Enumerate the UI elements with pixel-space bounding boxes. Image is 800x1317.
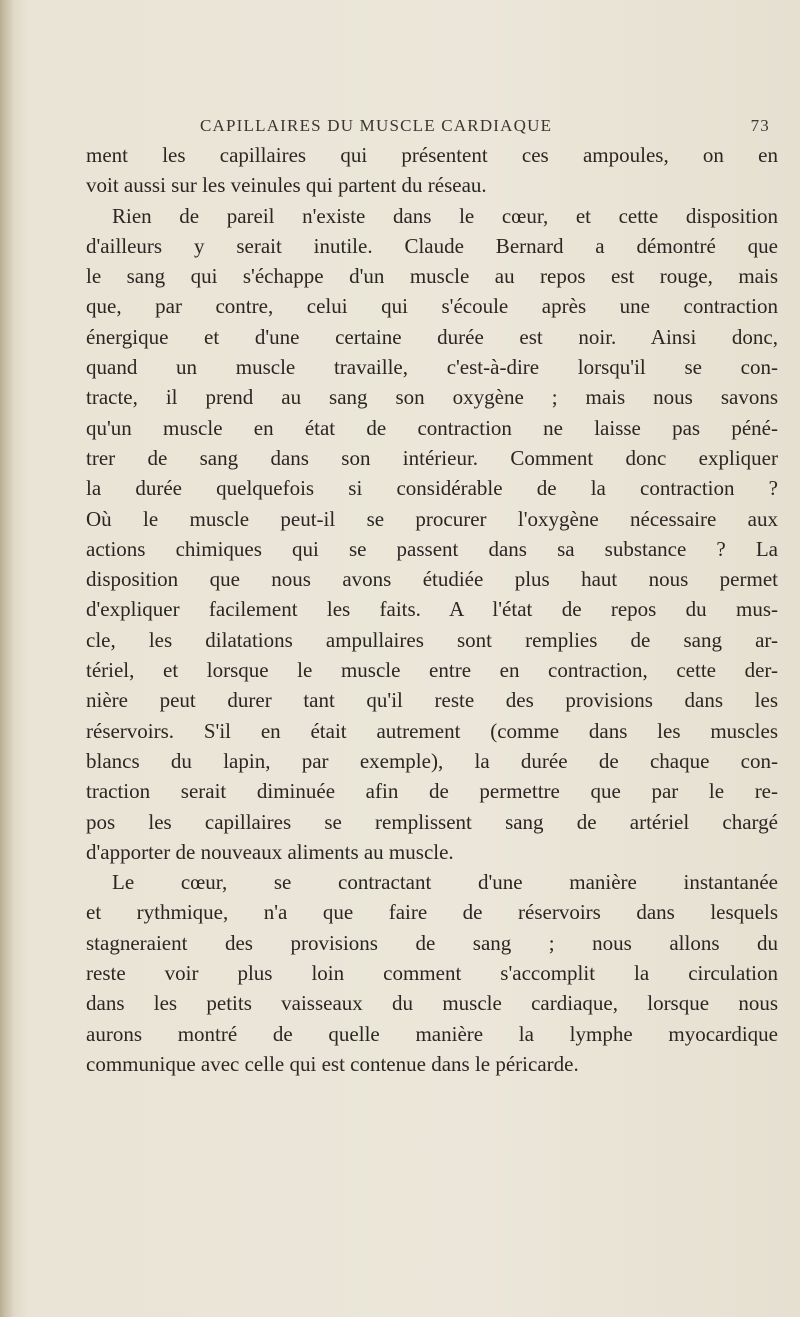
text-line: d'apporter de nouveaux aliments au muscle. <box>86 839 454 864</box>
text-line: tracte, il prend au sang son oxygène ; mais nous savons <box>86 385 778 410</box>
text-line: et rythmique, n'a que faire de réservoirs dans lesquels <box>86 900 778 925</box>
page-number: 73 <box>750 116 770 135</box>
text-line: actions chimiques qui se passent dans sa substance ? La <box>86 536 778 561</box>
text-line: d'expliquer facilement les faits. A l'état de repos du mus- <box>86 597 778 622</box>
text-line: cle, les dilatations ampullaires sont remplies de sang ar- <box>86 627 778 652</box>
text-line: disposition que nous avons étudiée plus haut nous permet <box>86 567 778 592</box>
text-line: trer de sang dans son intérieur. Comment donc expliquer <box>86 445 778 470</box>
text-line: aurons montré de quelle manière la lymphe myocardique <box>86 1021 778 1046</box>
text-line: qu'un muscle en état de contraction ne laisse pas péné- <box>86 415 778 440</box>
text-line: nière peut durer tant qu'il reste des provisions dans les <box>86 688 778 713</box>
body-text <box>86 140 778 1079</box>
binding-gutter-shadow <box>0 0 14 1317</box>
text-line: stagneraient des provisions de sang ; nous allons du <box>86 930 778 955</box>
text-line: reste voir plus loin comment s'accomplit la circulation <box>86 961 778 986</box>
text-line: blancs du lapin, par exemple), la durée de chaque con- <box>86 748 778 773</box>
text-line: que, par contre, celui qui s'écoule après une contraction <box>86 294 778 319</box>
text-line: communique avec celle qui est contenue dans le péricarde. <box>86 1051 579 1076</box>
text-line: dans les petits vaisseaux du muscle cardiaque, lorsque nous <box>86 991 778 1016</box>
text-line: pos les capillaires se remplissent sang de artériel chargé <box>86 809 778 834</box>
running-title: CAPILLAIRES DU MUSCLE CARDIAQUE <box>200 116 553 135</box>
text-line: voit aussi sur les veinules qui partent du réseau. <box>86 173 487 198</box>
text-line: quand un muscle travaille, c'est-à-dire lorsqu'il se con- <box>86 355 778 380</box>
text-line: Le cœur, se contractant d'une manière instantanée <box>112 870 778 895</box>
text-line: ment les capillaires qui présentent ces ampoules, on en <box>86 143 778 167</box>
text-line: la durée quelquefois si considérable de la contraction ? <box>86 476 778 501</box>
text-line: tériel, et lorsque le muscle entre en contraction, cette der- <box>86 658 778 683</box>
text-line: traction serait diminuée afin de permettre que par le re- <box>86 779 778 804</box>
running-head <box>130 116 770 140</box>
text-line: le sang qui s'échappe d'un muscle au repos est rouge, mais <box>86 264 778 289</box>
text-line: énergique et d'une certaine durée est noir. Ainsi donc, <box>86 324 778 349</box>
text-line: Rien de pareil n'existe dans le cœur, et cette disposition <box>112 203 778 228</box>
text-line: Où le muscle peut-il se procurer l'oxygène nécessaire aux <box>86 506 778 531</box>
text-line: d'ailleurs y serait inutile. Claude Bernard a démontré que <box>86 233 778 258</box>
text-line: réservoirs. S'il en était autrement (comme dans les muscles <box>86 718 778 743</box>
